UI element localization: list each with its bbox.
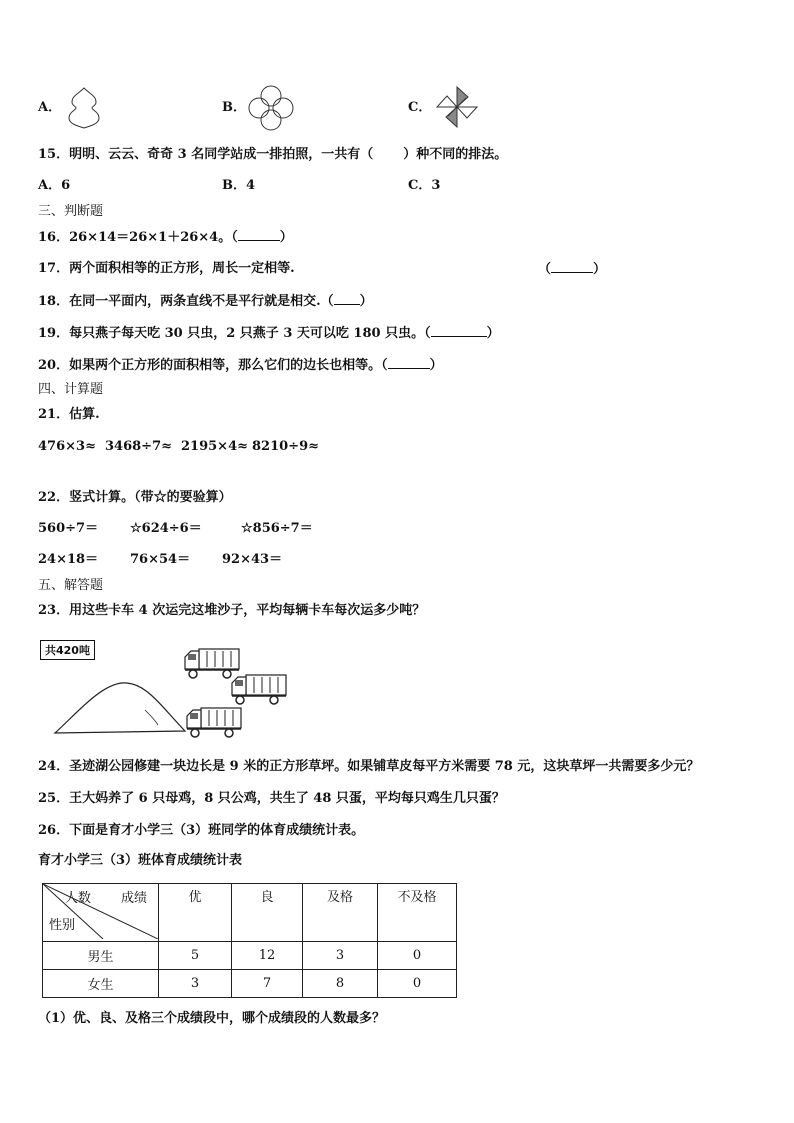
q19-close: ） bbox=[486, 326, 500, 341]
q22-row2-item-2: 76×54＝ bbox=[130, 552, 191, 567]
four-circle-flower-figure bbox=[246, 84, 296, 132]
cell-girls-excellent: 3 bbox=[159, 970, 232, 998]
corner-label-gender: 性别 bbox=[49, 918, 76, 933]
q21-item-4: 8210÷9≈ bbox=[252, 439, 320, 454]
section-4-title: 四、计算题 bbox=[38, 382, 104, 397]
q22-row2-item-1: 24×18＝ bbox=[38, 552, 99, 567]
cell-girls-good: 7 bbox=[232, 970, 303, 998]
col-header-fail: 不及格 bbox=[378, 884, 457, 942]
q16-text: 16．26×14＝26×1＋26×4。（ bbox=[38, 230, 238, 245]
vase-shape-figure bbox=[64, 86, 104, 130]
q17-blank[interactable] bbox=[551, 260, 593, 273]
cell-girls-pass: 8 bbox=[303, 970, 378, 998]
q17-open: （ bbox=[538, 262, 552, 277]
q17-close: ） bbox=[593, 262, 607, 277]
q22-row1-item-1: 560÷7＝ bbox=[38, 521, 99, 536]
q20-text: 20．如果两个正方形的面积相等，那么它们的边长也相等。（ bbox=[38, 358, 388, 373]
q18-close: ） bbox=[359, 294, 373, 309]
section-5-title: 五、解答题 bbox=[38, 578, 104, 593]
corner-label-grade: 成绩 bbox=[121, 891, 148, 906]
q19-blank[interactable] bbox=[431, 324, 487, 337]
question-22-title: 22．竖式计算。（带☆的要验算） bbox=[38, 490, 232, 505]
question-16 bbox=[38, 228, 293, 247]
q15-option-a[interactable]: A．6 bbox=[38, 178, 71, 193]
question-19 bbox=[38, 324, 500, 343]
q16-blank[interactable] bbox=[238, 228, 280, 241]
q21-item-2: 3468÷7≈ bbox=[105, 439, 173, 454]
cell-boys-pass: 3 bbox=[303, 942, 378, 970]
option-b-label: B． bbox=[222, 100, 246, 115]
total-tons-label: 共420吨 bbox=[40, 640, 95, 660]
question-24: 24．圣迹湖公园修建一块边长是 9 米的正方形草坪。如果铺草皮每平方米需要 78 元，这块草坪一共需要多少元？ bbox=[38, 759, 700, 774]
q17-answer bbox=[538, 260, 606, 279]
truck-icon-3 bbox=[185, 704, 245, 740]
row-label-boys: 男生 bbox=[43, 942, 159, 970]
q17-text: 17．两个面积相等的正方形，周长一定相等. bbox=[38, 261, 295, 276]
q20-close: ） bbox=[429, 358, 443, 373]
question-18 bbox=[38, 292, 373, 311]
pinwheel-figure bbox=[432, 84, 482, 130]
q15-text-after: ）种不同的排法。 bbox=[403, 147, 508, 162]
option-c-label: C． bbox=[408, 100, 432, 115]
question-25: 25．王大妈养了 6 只母鸡，8 只公鸡，共生了 48 只蛋，平均每只鸡生几只蛋？ bbox=[38, 791, 505, 806]
q15-option-c[interactable]: C．3 bbox=[408, 178, 441, 193]
question-26-sub-1: （1）优、良、及格三个成绩段中，哪个成绩段的人数最多？ bbox=[38, 1011, 386, 1026]
cell-boys-fail: 0 bbox=[378, 942, 457, 970]
q21-item-1: 476×3≈ bbox=[38, 439, 96, 454]
q15-text-before: 15．明明、云云、奇奇 3 名同学站成一排拍照，一共有（ bbox=[38, 147, 374, 162]
table-row bbox=[43, 970, 457, 998]
question-20 bbox=[38, 356, 443, 375]
q20-blank[interactable] bbox=[388, 356, 430, 369]
q16-close: ） bbox=[279, 230, 293, 245]
q19-text: 19．每只燕子每天吃 30 只虫，2 只燕子 3 天可以吃 180 只虫。（ bbox=[38, 326, 431, 341]
q22-row1-item-3: ☆856÷7＝ bbox=[241, 521, 313, 536]
question-23: 23．用这些卡车 4 次运完这堆沙子，平均每辆卡车每次运多少吨？ bbox=[38, 603, 426, 618]
corner-label-count: 人数 bbox=[65, 891, 92, 906]
q18-blank[interactable] bbox=[334, 292, 360, 305]
q22-row2-item-3: 92×43＝ bbox=[222, 552, 283, 567]
q18-text: 18．在同一平面内，两条直线不是平行就是相交.（ bbox=[38, 294, 334, 309]
q21-item-3: 2195×4≈ bbox=[181, 439, 249, 454]
q15-option-b[interactable]: B．4 bbox=[222, 178, 256, 193]
col-header-pass: 及格 bbox=[303, 884, 378, 942]
option-a-label: A． bbox=[38, 100, 62, 115]
col-header-good: 良 bbox=[232, 884, 303, 942]
truck-icon-2 bbox=[230, 671, 290, 707]
table-header-corner bbox=[43, 884, 159, 942]
question-17 bbox=[38, 260, 295, 278]
row-label-girls: 女生 bbox=[43, 970, 159, 998]
table-title: 育才小学三（3）班体育成绩统计表 bbox=[38, 853, 243, 868]
cell-boys-excellent: 5 bbox=[159, 942, 232, 970]
table-row bbox=[43, 942, 457, 970]
question-26: 26．下面是育才小学三（3）班同学的体育成绩统计表。 bbox=[38, 823, 365, 838]
section-3-title: 三、判断题 bbox=[38, 204, 104, 219]
q22-row1-item-2: ☆624÷6＝ bbox=[130, 521, 202, 536]
sand-pile-figure bbox=[50, 675, 190, 737]
question-21-title: 21．估算. bbox=[38, 407, 100, 422]
col-header-excellent: 优 bbox=[159, 884, 232, 942]
sports-score-table bbox=[42, 883, 457, 998]
cell-boys-good: 12 bbox=[232, 942, 303, 970]
cell-girls-fail: 0 bbox=[378, 970, 457, 998]
question-15 bbox=[38, 146, 507, 164]
